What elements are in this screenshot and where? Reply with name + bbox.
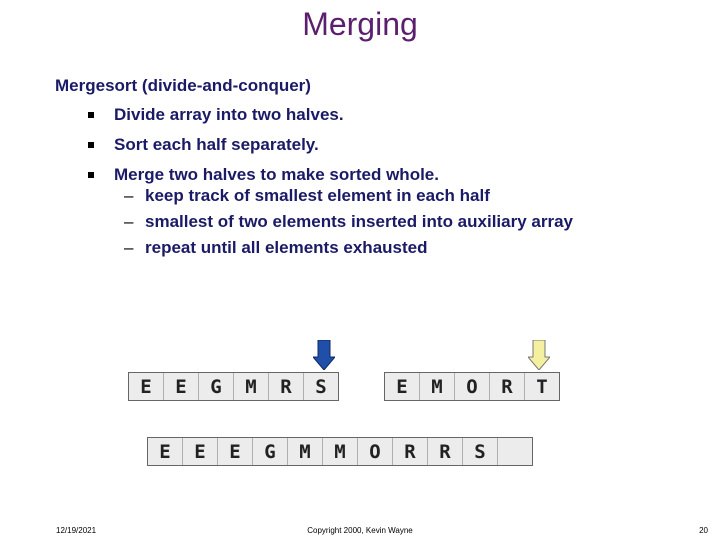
- bullet-text: Merge two halves to make sorted whole.: [114, 165, 439, 184]
- array-cell: E: [183, 438, 218, 465]
- array-cell: M: [234, 373, 269, 400]
- array-cell: E: [129, 373, 164, 400]
- dash-icon: –: [124, 186, 134, 205]
- bullet-text: Sort each half separately.: [114, 135, 319, 154]
- array-cell: G: [253, 438, 288, 465]
- array-cell: R: [269, 373, 304, 400]
- array-cell: M: [420, 373, 455, 400]
- sub-bullet-item: [124, 211, 573, 237]
- array-cell: S: [315, 375, 327, 398]
- left-pointer-arrow-icon: [313, 340, 335, 370]
- array-cell: R: [393, 438, 428, 465]
- page-number: 20: [699, 526, 708, 535]
- array-cell: E: [218, 438, 253, 465]
- dash-icon: –: [124, 238, 134, 257]
- square-bullet-icon: [88, 172, 94, 178]
- sub-bullet-list: [124, 185, 573, 263]
- array-cell: R: [428, 438, 463, 465]
- sub-bullet-text: repeat until all elements exhausted: [145, 238, 428, 257]
- slide-title: Merging: [302, 6, 418, 42]
- square-bullet-icon: [88, 112, 94, 118]
- sub-bullet-text: smallest of two elements inserted into auxiliary array: [145, 212, 573, 231]
- left-half-array: [128, 372, 339, 401]
- bullet-text: Divide array into two halves.: [114, 105, 344, 124]
- array-cell: O: [455, 373, 490, 400]
- array-cell: R: [490, 373, 525, 400]
- footer-copyright: Copyright 2000, Kevin Wayne: [307, 526, 413, 535]
- dash-icon: –: [124, 212, 134, 231]
- right-pointer-arrow-icon: [528, 340, 550, 370]
- array-cell: E: [385, 373, 420, 400]
- array-cell: E: [164, 373, 199, 400]
- array-cell: T: [536, 375, 548, 398]
- bullet-list: [86, 104, 439, 194]
- empty-array-cell: [498, 438, 532, 465]
- footer-date: 12/19/2021: [56, 526, 97, 535]
- array-cell: G: [199, 373, 234, 400]
- square-bullet-icon: [88, 142, 94, 148]
- array-cell: M: [288, 438, 323, 465]
- sub-bullet-item: [124, 185, 573, 211]
- array-cell: M: [323, 438, 358, 465]
- bullet-item: [86, 104, 439, 134]
- auxiliary-array: [147, 437, 533, 466]
- slide-heading: Mergesort (divide-and-conquer): [55, 76, 311, 95]
- array-cell: O: [358, 438, 393, 465]
- sub-bullet-text: keep track of smallest element in each half: [145, 186, 490, 205]
- array-cell: E: [148, 438, 183, 465]
- array-cell: S: [463, 438, 498, 465]
- bullet-item: [86, 134, 439, 164]
- right-half-array: [384, 372, 560, 401]
- sub-bullet-item: [124, 237, 573, 263]
